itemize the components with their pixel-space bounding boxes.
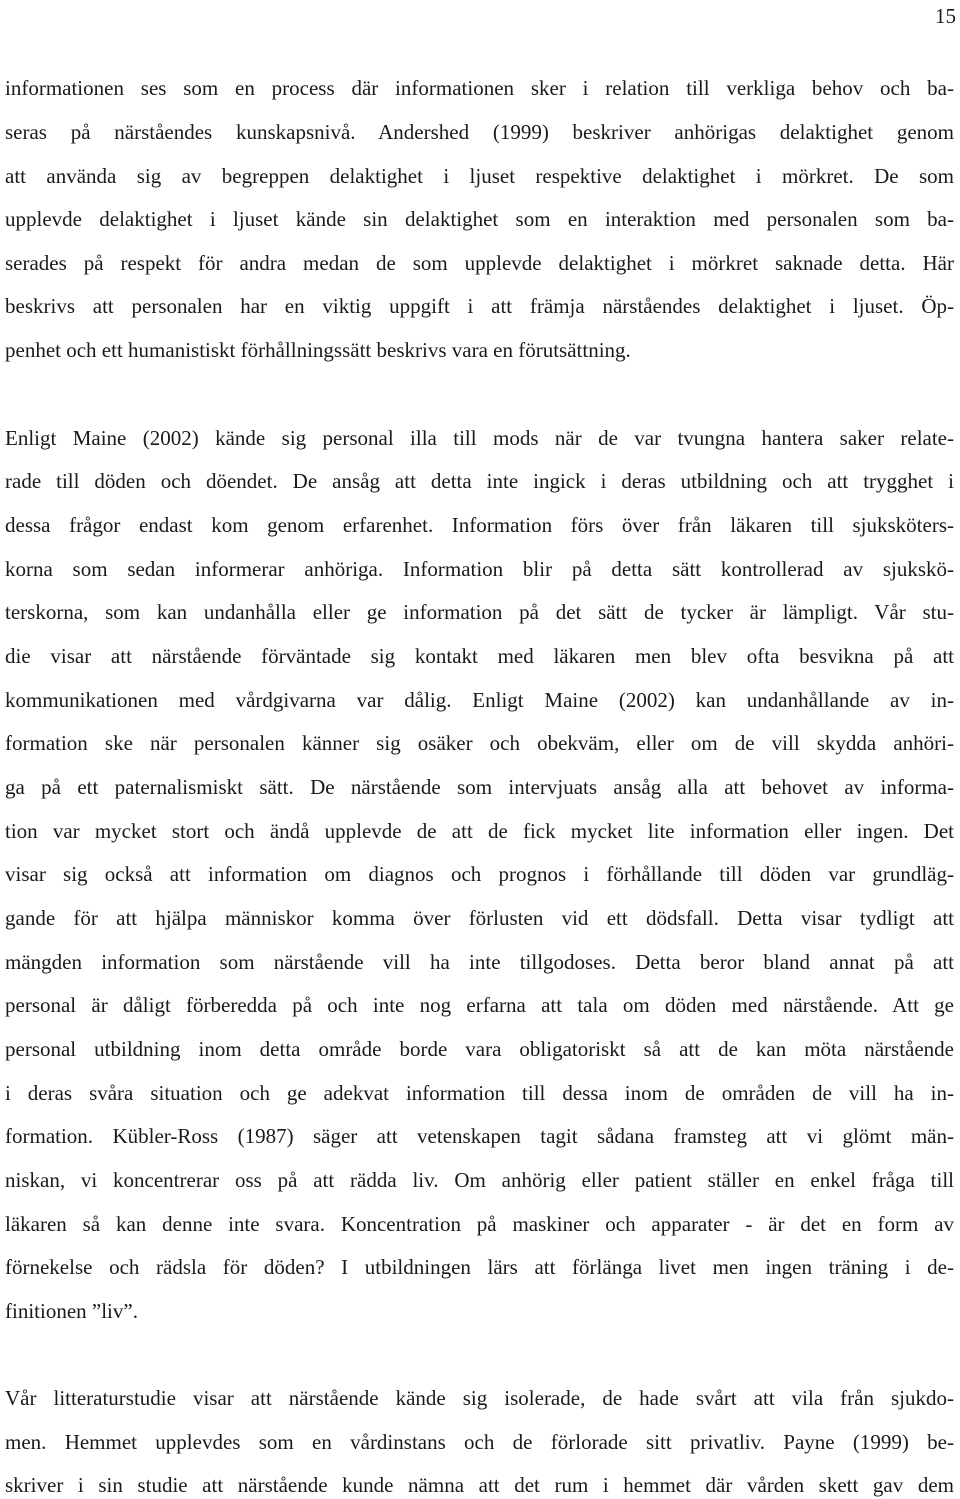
text-line: terskorna, som kan undanhålla eller ge information på det sätt de tycker är lämpligt. Vår stu- [5,600,954,624]
text-line: informationen ses som en process där informationen sker i relation till verkliga behov och ba- [5,76,954,100]
text-line: formation. Kübler-Ross (1987) säger att vetenskapen tagit sådana framsteg att vi glömt män- [5,1124,954,1148]
text-line: kommunikationen med vårdgivarna var dålig. Enligt Maine (2002) kan undanhållande av in- [5,688,954,712]
text-line: formation ske när personalen känner sig osäker och obekväm, eller om de vill skydda anhöri- [5,731,954,755]
text-line: men. Hemmet upplevdes som en vårdinstans och de förlorade sitt privatliv. Payne (1999) be- [5,1430,954,1454]
text-line: ga på ett paternalismiskt sätt. De närstående som intervjuats ansåg alla att behovet av informa- [5,775,954,799]
text-line: gande för att hjälpa människor komma över förlusten vid ett dödsfall. Detta visar tydligt att [5,906,954,930]
text-line: upplevde delaktighet i ljuset kände sin delaktighet som en interaktion med personalen som ba- [5,207,954,231]
text-line: tion var mycket stort och ändå upplevde de att de fick mycket lite information eller ingen. Det [5,819,954,843]
text-line: visar sig också att information om diagnos och prognos i förhållande till döden var grundläg- [5,862,954,886]
text-line: läkaren så kan denne inte svara. Koncentration på maskiner och apparater - är det en form av [5,1212,954,1236]
text-line: i deras svåra situation och ge adekvat information till dessa inom de områden de vill ha in- [5,1081,954,1105]
page-number: 15 [935,4,956,28]
text-line: beskrivs att personalen har en viktig uppgift i att främja närståendes delaktighet i ljuset. Öp- [5,294,954,318]
text-line: dessa frågor endast kom genom erfarenhet. Information förs över från läkaren till sjuksköters- [5,513,954,537]
text-line: serades på respekt för andra medan de som upplevde delaktighet i mörkret saknade detta. Här [5,251,954,275]
text-line: finitionen ”liv”. [5,1299,138,1323]
text-line: Enligt Maine (2002) kände sig personal illa till mods när de var tvungna hantera saker relate- [5,426,954,450]
text-line: skriver i sin studie att närstående kunde nämna att det rum i hemmet där vården skett gav dem [5,1473,954,1497]
text-line: Vår litteraturstudie visar att närstående kände sig isolerade, de hade svårt att vila från sjukdo- [5,1386,954,1410]
text-line: niskan, vi koncentrerar oss på att rädda liv. Om anhörig eller patient ställer en enkel fråga till [5,1168,954,1192]
text-line: rade till döden och döendet. De ansåg att detta inte ingick i deras utbildning och att trygghet i [5,469,954,493]
text-line: att använda sig av begreppen delaktighet i ljuset respektive delaktighet i mörkret. De som [5,164,954,188]
text-line: seras på närståendes kunskapsnivå. Andershed (1999) beskriver anhörigas delaktighet genom [5,120,954,144]
text-line: personal utbildning inom detta område borde vara obligatoriskt så att de kan möta närstående [5,1037,954,1061]
text-line: mängden information som närstående vill ha inte tillgodoses. Detta beror bland annat på att [5,950,954,974]
text-line: personal är dåligt förberedda på och inte nog erfarna att tala om döden med närstående. Att ge [5,993,954,1017]
text-line: penhet och ett humanistiskt förhållningssätt beskrivs vara en förutsättning. [5,338,631,362]
text-line: förnekelse och rädsla för döden? I utbildningen lärs att förlänga livet men ingen träning i de- [5,1255,954,1279]
text-line: korna som sedan informerar anhöriga. Information blir på detta sätt kontrollerad av sjukskö- [5,557,954,581]
text-line: die visar att närstående förväntade sig kontakt med läkaren men blev ofta besvikna på att [5,644,954,668]
